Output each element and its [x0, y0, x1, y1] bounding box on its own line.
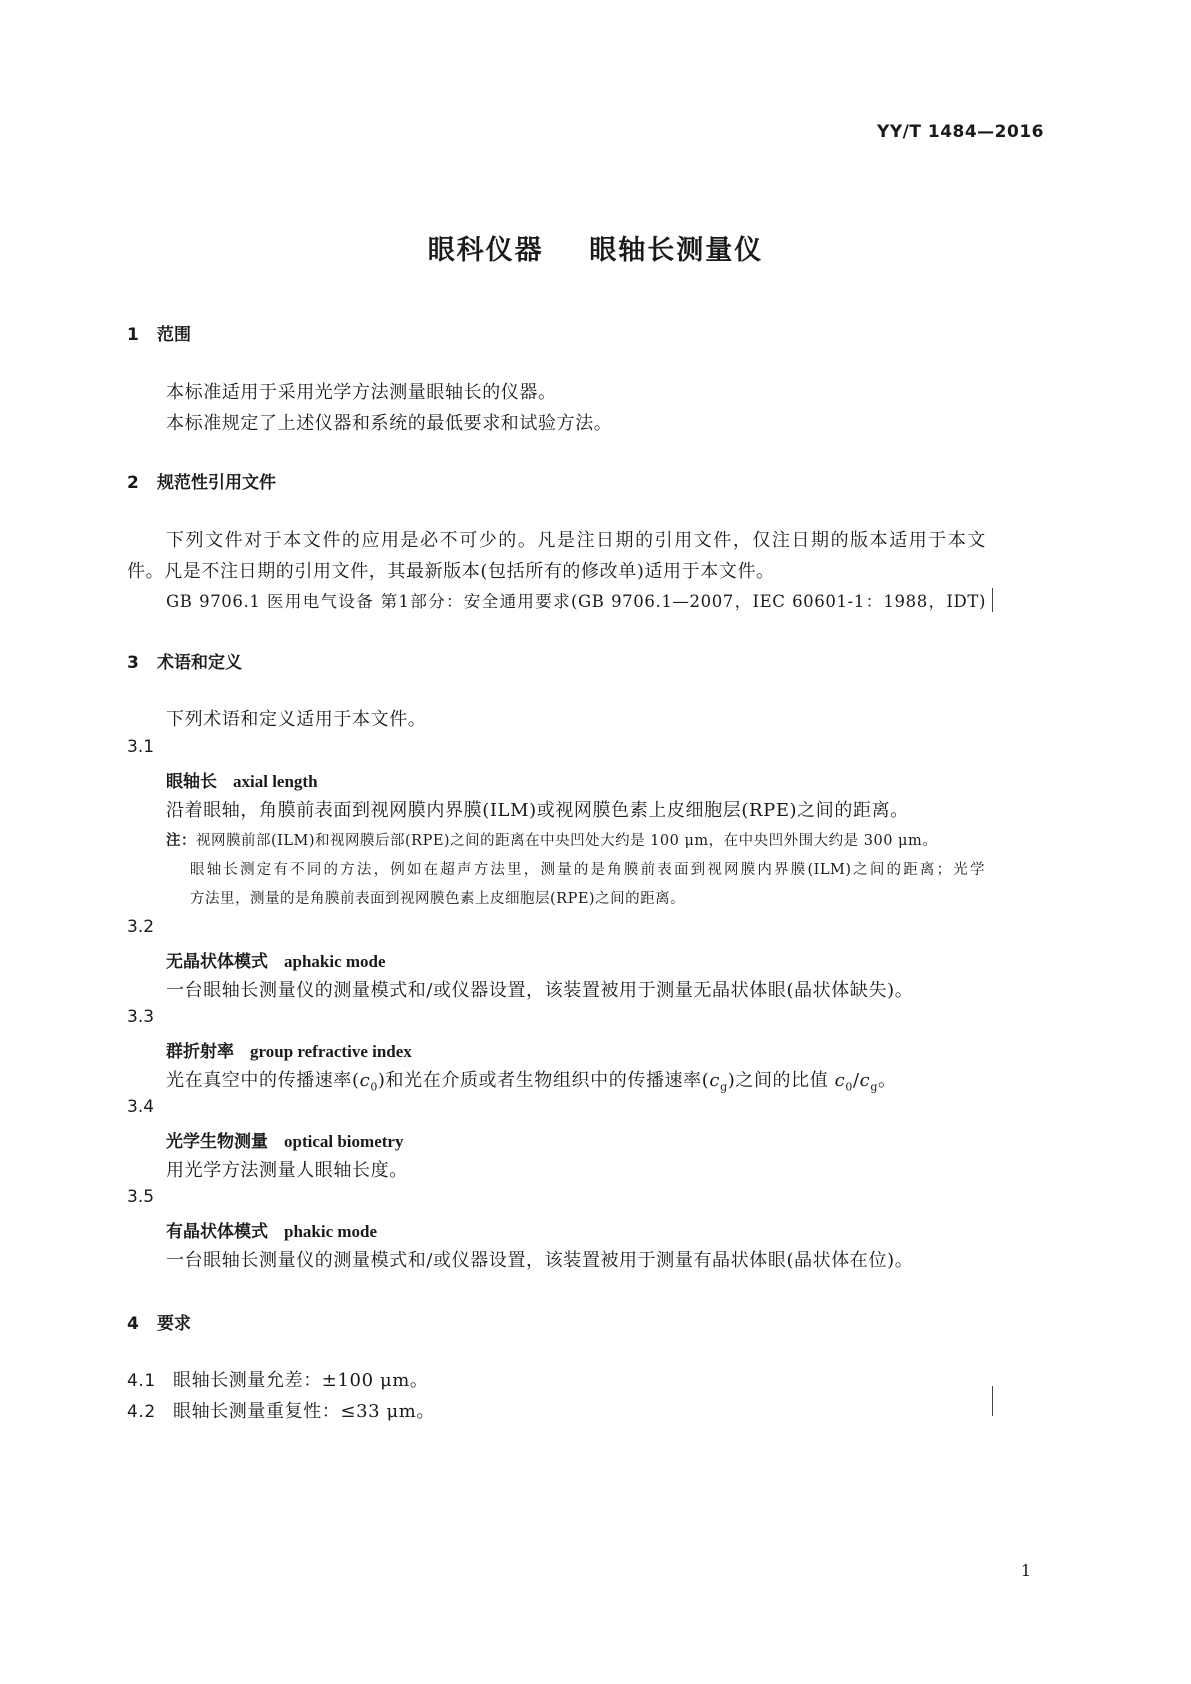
revision-bar — [992, 1386, 993, 1416]
requirement-item — [127, 1397, 435, 1423]
note-text: 视网膜前部(ILM)和视网膜后部(RPE)之间的距离在中央凹处大约是 100 μm，在中央凹外围大约是 300 μm。 — [196, 833, 938, 849]
paragraph: 本标准适用于采用光学方法测量眼轴长的仪器。 — [166, 382, 557, 403]
term-en: phakic mode — [284, 1222, 378, 1241]
term-heading — [166, 1127, 403, 1152]
standard-code: YY/T 1484—2016 — [877, 122, 1044, 142]
term-heading — [166, 1037, 412, 1062]
normative-reference: GB 9706.1 医用电气设备 第1部分：安全通用要求(GB 9706.1—2007，IEC 60601-1：1988，IDT) — [166, 592, 986, 611]
term-number: 3.4 — [127, 1097, 155, 1117]
term-number: 3.3 — [127, 1007, 155, 1027]
term-zh: 群折射率 — [166, 1042, 234, 1062]
document-title: 眼科仪器 眼轴长测量仪 — [427, 235, 764, 266]
term-definition: 用光学方法测量人眼轴长度。 — [166, 1160, 408, 1181]
paragraph: 本标准规定了上述仪器和系统的最低要求和试验方法。 — [166, 413, 613, 434]
section-2-heading — [127, 468, 276, 493]
paragraph: 下列术语和定义适用于本文件。 — [166, 709, 427, 730]
term-en: optical biometry — [284, 1132, 404, 1151]
term-definition: 一台眼轴长测量仪的测量模式和/或仪器设置，该装置被用于测量无晶状体眼(晶状体缺失)。 — [166, 980, 914, 1001]
section-title: 术语和定义 — [157, 653, 242, 673]
paragraph: 件。凡是不注日期的引用文件，其最新版本(包括所有的修改单)适用于本文件。 — [127, 561, 775, 582]
term-zh: 光学生物测量 — [166, 1132, 268, 1152]
paragraph: 下列文件对于本文件的应用是必不可少的。凡是注日期的引用文件，仅注日期的版本适用于本文 — [166, 530, 986, 551]
requirement-number: 4.2 — [127, 1402, 156, 1422]
term-en: group refractive index — [250, 1042, 412, 1061]
term-definition: 一台眼轴长测量仪的测量模式和/或仪器设置，该装置被用于测量有晶状体眼(晶状体在位)。 — [166, 1250, 914, 1271]
term-zh: 无晶状体模式 — [166, 952, 268, 972]
term-en: axial length — [233, 772, 318, 791]
term-definition: 光在真空中的传播速率$(c_0)$和光在介质或者生物组织中的传播速率$(c_g)$之间的比值 $c_0/c_g$。 — [166, 1070, 897, 1094]
requirement-text: 眼轴长测量重复性：≤33 μm。 — [173, 1401, 436, 1422]
section-number: 3 — [127, 653, 139, 673]
requirement-number: 4.1 — [127, 1371, 156, 1391]
section-title: 范围 — [157, 325, 191, 345]
revision-bar — [992, 588, 993, 612]
section-1-heading — [127, 320, 191, 345]
requirement-item — [127, 1366, 429, 1392]
note-text: 方法里，测量的是角膜前表面到视网膜色素上皮细胞层(RPE)之间的距离。 — [190, 891, 686, 907]
term-number: 3.5 — [127, 1187, 155, 1207]
term-en: aphakic mode — [284, 952, 386, 971]
term-definition: 沿着眼轴，角膜前表面到视网膜内界膜(ILM)或视网膜色素上皮细胞层(RPE)之间的距离。 — [166, 800, 909, 821]
requirement-text: 眼轴长测量允差：±100 μm。 — [173, 1370, 429, 1391]
term-heading — [166, 767, 318, 792]
section-number: 2 — [127, 473, 139, 493]
section-3-heading — [127, 648, 242, 673]
page-number: 1 — [1020, 1561, 1031, 1580]
section-number: 4 — [127, 1314, 139, 1334]
section-title: 规范性引用文件 — [157, 473, 276, 493]
section-4-heading — [127, 1309, 191, 1334]
section-title: 要求 — [157, 1314, 191, 1334]
section-number: 1 — [127, 325, 139, 345]
note-text: 眼轴长测定有不同的方法，例如在超声方法里，测量的是角膜前表面到视网膜内界膜(ILM)之间的距离；光学 — [190, 862, 985, 878]
term-number: 3.1 — [127, 737, 155, 757]
note-label: 注： — [166, 833, 196, 849]
term-zh: 有晶状体模式 — [166, 1222, 268, 1242]
term-heading — [166, 947, 386, 972]
term-number: 3.2 — [127, 917, 155, 937]
term-note — [166, 829, 937, 850]
term-heading — [166, 1217, 377, 1242]
term-zh: 眼轴长 — [166, 772, 217, 792]
